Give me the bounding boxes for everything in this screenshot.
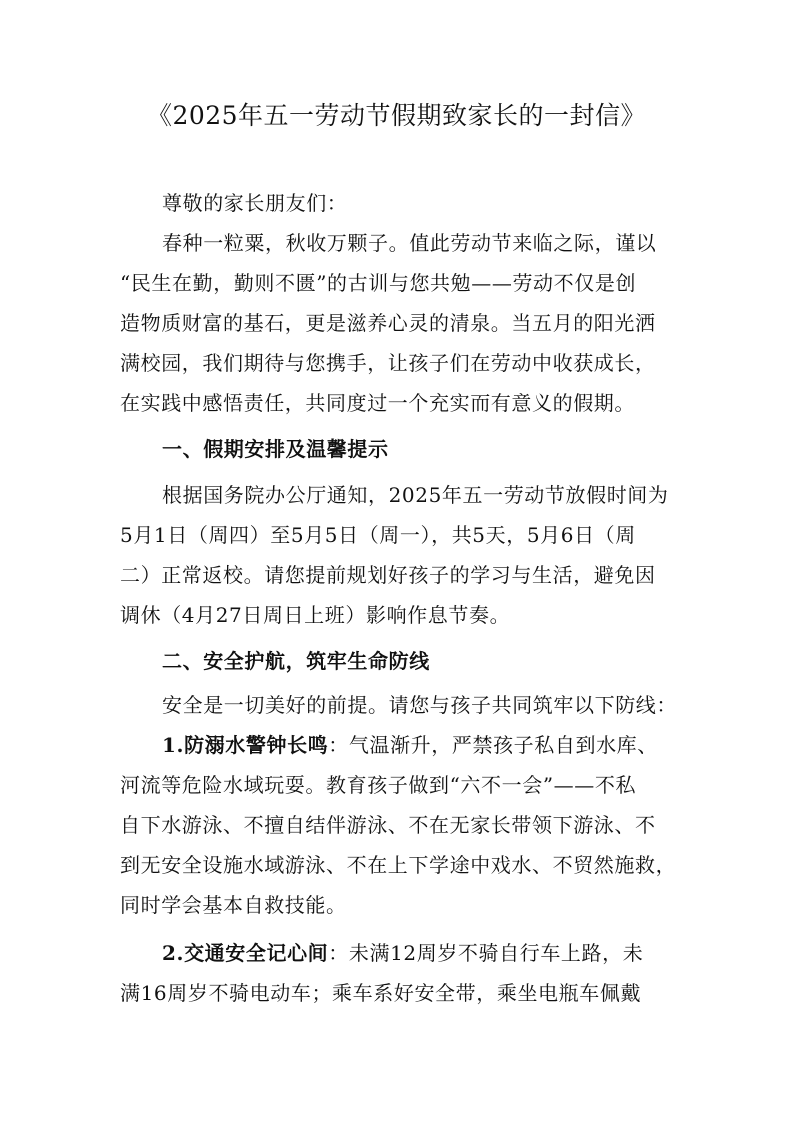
- intro-line: 造物质财富的基石，更是滋养心灵的清泉。当五月的阳光洒: [120, 311, 656, 335]
- section1-line: 调休（4月27日周日上班）影响作息节奏。: [120, 603, 511, 627]
- item1-line: 自下水游泳、不擅自结伴游泳、不在无家长带领下游泳、不: [120, 813, 656, 837]
- item1-line: 到无安全设施水域游泳、不在上下学途中戏水、不贸然施救，: [120, 853, 677, 877]
- item2-first-line: [162, 938, 682, 968]
- item1-label: 1.防溺水警钟长鸣: [162, 733, 329, 757]
- document-title: 《2025年五一劳动节假期致家长的一封信》: [146, 101, 647, 130]
- intro-line: 在实践中感悟责任，共同度过一个充实而有意义的假期。: [120, 391, 635, 415]
- section1-line: 5月1日（周四）至5月5日（周一），共5天，5月6日（周: [120, 523, 636, 547]
- item2-text: ：未满12周岁不骑自行车上路，未: [328, 941, 644, 965]
- intro-line: 春种一粒粟，秋收万颗子。值此劳动节来临之际，谨以: [162, 231, 657, 255]
- section1-line: 根据国务院办公厅通知，2025年五一劳动节放假时间为: [162, 483, 669, 507]
- item2-label: 2.交通安全记心间: [162, 941, 329, 965]
- intro-line: “民生在勤，勤则不匮”的古训与您共勉——劳动不仅是创: [120, 271, 637, 295]
- item1-first-line: [162, 730, 682, 760]
- section2-intro: 安全是一切美好的前提。请您与孩子共同筑牢以下防线：: [162, 693, 677, 717]
- section1-line: 二）正常返校。请您提前规划好孩子的学习与生活，避免因: [120, 563, 656, 587]
- item1-line: 同时学会基本自救技能。: [120, 893, 347, 917]
- section-heading-safety: 二、安全护航，筑牢生命防线: [162, 649, 430, 673]
- intro-line: 满校园，我们期待与您携手，让孩子们在劳动中收获成长，: [120, 351, 656, 375]
- greeting: 尊敬的家长朋友们：: [162, 191, 348, 215]
- item1-line: 河流等危险水域玩耍。教育孩子做到“六不一会”——不私: [120, 773, 637, 797]
- section-heading-holiday: 一、假期安排及温馨提示: [162, 437, 389, 461]
- item1-text: ：气温渐升，严禁孩子私自到水库、: [328, 733, 658, 757]
- item2-line: 满16周岁不骑电动车；乘车系好安全带，乘坐电瓶车佩戴: [120, 981, 642, 1005]
